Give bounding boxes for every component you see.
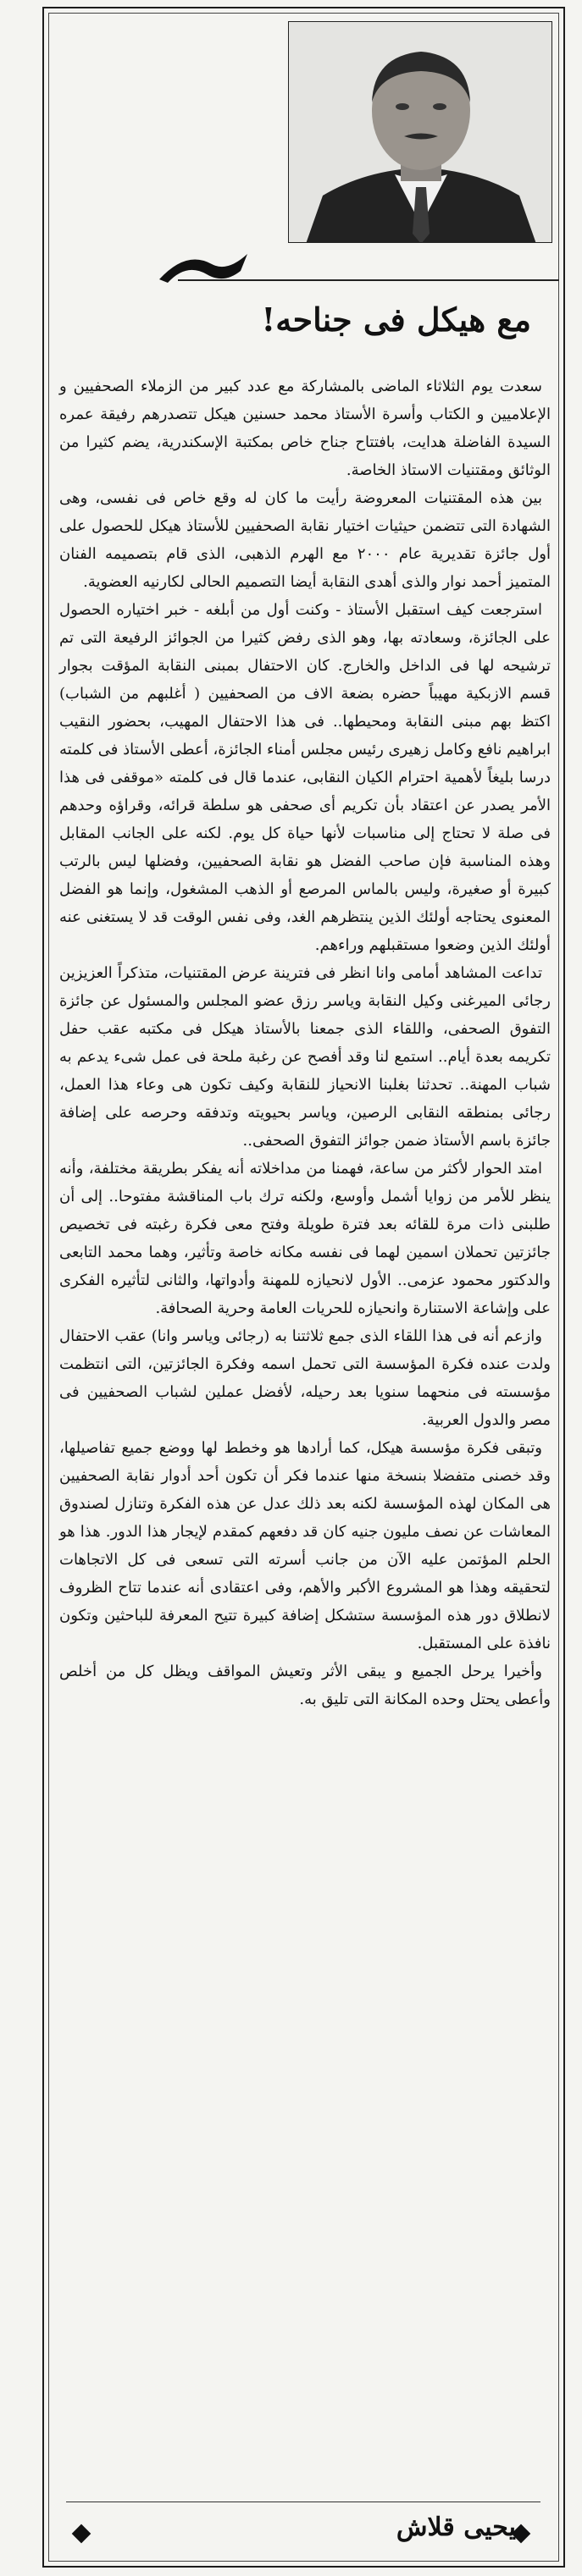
paragraph: وأخيرا يرحل الجميع و يبقى الأثر وتعيش المواقف ويظل كل من أخلص وأعطى يحتل وحده المكانة التى تليق به. bbox=[59, 1663, 551, 1708]
author-byline: يحيى قلاش bbox=[396, 2513, 516, 2542]
article-body bbox=[59, 372, 551, 2497]
paragraph: وازعم أنه فى هذا اللقاء الذى جمع ثلاثتنا به (رجائى وياسر وانا) عقب الاحتفال ولدت عنده فكرة المؤسسة التى تحمل اسمه وفكرة الجائزتين، التى انتظمت مؤسسته فى منحهما سنويا بعد رحيله، لأفضل عملين لشباب الصحفيين فى مصر والدول العربية. bbox=[59, 1327, 551, 1429]
paragraph: بين هذه المقتنيات المعروضة رأيت ما كان له وقع خاص فى نفسى، وهى الشهادة التى تتضمن حيثيات اختيار نقابة الصحفيين للأستاذ هيكل للحصول على أول جائزة تقديرية عام ٢٠٠٠ مع الهرم الذهبى، الذى قام بتصميمه الفنان المتميز أحمد نوار والذى أهدى النقابة أيضا التصميم الحالى لكارنيه العضوية. bbox=[59, 489, 551, 591]
paragraph: استرجعت كيف استقبل الأستاذ - وكنت أول من أبلغه - خبر اختياره الحصول على الجائزة، وسعادته بها، وهو الذى رفض كثيرا من الجوائز الرفيعة التى تم ترشيحه لها فى الداخل والخارج. كان الاحتفال بمبنى النقابة المؤقت بجوار قسم الازبكية مهيباً حضره بضعة الاف من الصحفيين ( أغلبهم من الشباب) اكتظ بهم مبنى النقابة ومحيطها.. فى هذا الاحتفال المهيب، بحضور النقيب ابراهيم نافع وكامل زهيرى رئيس مجلس أمناء الجائزة، أعطى الأستاذ فى كلمته درسا بليغاً لأهمية احترام الكيان النقابى، عندما قال فى كلمته «موقفى فى هذا الأمر يصدر عن اعتقاد بأن تكريم أى صحفى هو سلطة قرائه، وقراؤه وحدهم فى صلة لا تحتاج إلى مناسبات لأنها حياة كل يوم. لكنه على الجانب المقابل وهذه المناسبة فإن صاحب الفضل هو نقابة الصحفيين، وفضلها ليس بالرتب كبيرة أو صغيرة، وليس بالماس المرصع أو الذهب المشغول، وإنما هو الفضل المعنوى يحتاجه أولئك الذين ينتظرهم الغد، وفى نفس الوقت قد لا يستغنى عنه أولئك الذين وضعوا مستقبلهم وراءهم. bbox=[59, 601, 551, 954]
paragraph: وتبقى فكرة مؤسسة هيكل، كما أرادها هو وخطط لها ووضع جميع تفاصيلها، وقد خصنى متفضلا بنسخة منها عندما فكر أن تكون أحد أدوار نقابة الصحفيين هى المكان لهذه المؤسسة لكنه بعد ذلك عدل عن هذه الفكرة وتنازل لصندوق المعاشات عن نصف مليون جنيه كان قد دفعهم كمقدم لإيجار هذا الدور. هذا هو الحلم المؤتمن عليه الآن من جانب أسرته التى تسعى فى كل الاتجاهات لتحقيقه وهذا هو المشروع الأكبر والأهم، وفى اعتقادى أنه عندما تتاح الظروف لانطلاق دور هذه المؤسسة ستشكل إضافة كبيرة تتيح المعرفة للباحثين وتكون نافذة على المستقبل. bbox=[59, 1439, 551, 1652]
article-title: مع هيكل فى جناحه! bbox=[261, 301, 531, 339]
paragraph: امتد الحوار لأكثر من ساعة، فهمنا من مداخلاته أنه يفكر بطريقة مختلفة، وأنه ينظر للأمر من زوايا أشمل وأوسع، ولكنه ترك باب المناقشة مفتوحا.. إلى أن طلبنى ذات مرة للقائه بعد فترة طويلة وفتح معى فكرة رغبته فى تخصيص جائزتين تحملان اسمين لهما فى نفسه مكانه خاصة وتأثير، وهما محمد التابعى والدكتور محمود عزمى.. الأول لانحيازه للمهنة وأدواتها، والثانى لتأثيره الفكرى على وإشاعة الاستنارة وانحيازه للحريات العامة وحرية الصحافة. bbox=[59, 1160, 551, 1317]
paragraph: تداعت المشاهد أمامى وانا انظر فى فترينة عرض المقتنيات، متذكراً العزيزين رجائى الميرغنى وكيل النقابة وياسر رزق عضو المجلس والمسئول عن جائزة التفوق الصحفى، واللقاء الذى جمعنا بالأستاذ هيكل فى مكتبه عقب حفل تكريمه بعدة أيام.. استمع لنا وقد أفصح عن رغبة ملحة فى عمل شىء يدعم به شباب المهنة.. تحدثنا بغلبنا الانحياز للنقابة وكيف تكون هى وعاء هذا العمل، رجائى بمنطقه النقابى الرصين، وياسر بحيويته وتدفقه وحرصه على إضافة جائزة باسم الأستاذ ضمن جوائز التفوق الصحفى.. bbox=[59, 964, 551, 1150]
author-photo bbox=[288, 21, 552, 243]
header-rule bbox=[178, 279, 559, 281]
newspaper-logo-mark bbox=[152, 245, 254, 288]
paragraph: سعدت يوم الثلاثاء الماضى بالمشاركة مع عدد كبير من الزملاء الصحفيين و الإعلاميين و الكتاب وأسرة الأستاذ محمد حسنين هيكل تتصدرهم رفيقة عمره السيدة الفاضلة هدايت، بافتتاح جناح خاص بمكتبة الإسكندرية، يضم كثيرا من الوثائق ومقتنيات الاستاذ الخاصة. bbox=[59, 378, 551, 479]
